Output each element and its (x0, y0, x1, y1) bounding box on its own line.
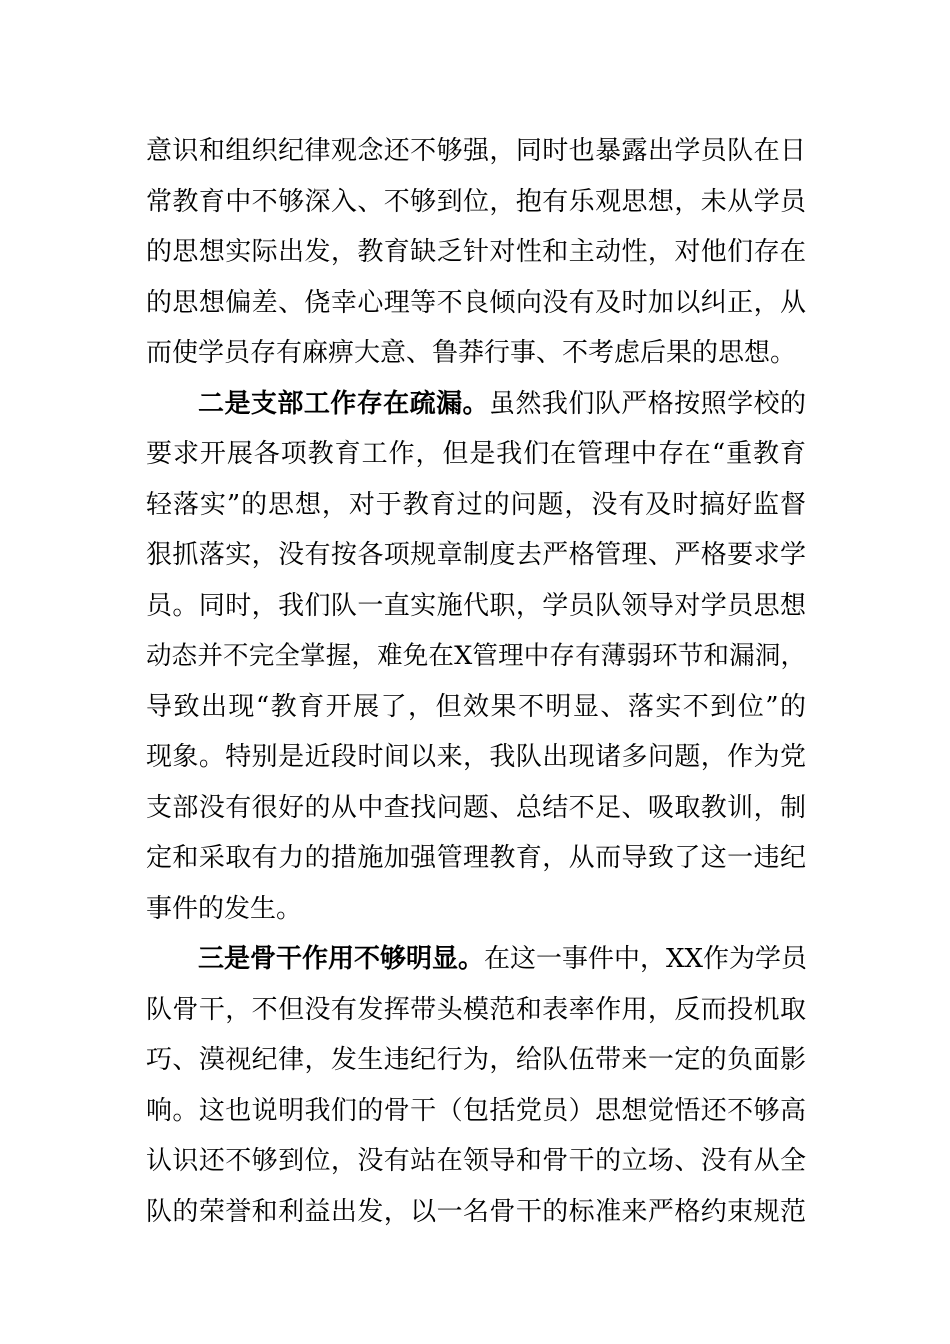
text-line: 现象。特别是近段时间以来，我队出现诸多问题，作为党 (146, 742, 806, 772)
text-line: 轻落实”的思想，对于教育过的问题，没有及时搞好监督 (146, 489, 806, 520)
text-span: 在这一事件中，XX作为学员 (484, 944, 808, 974)
paragraph-1 (146, 126, 806, 379)
text-line: 的思想偏差、侥幸心理等不良倾向没有及时加以纠正，从 (146, 287, 806, 318)
text-line: 支部没有很好的从中查找问题、总结不足、吸取教训，制 (146, 792, 806, 823)
paragraph-3 (146, 934, 806, 1237)
text-line: 狠抓落实，没有按各项规章制度去严格管理、严格要求学 (146, 540, 806, 570)
text-line: 常教育中不够深入、不够到位，抱有乐观思想，未从学员 (146, 186, 806, 217)
text-line: 而使学员存有麻痹大意、鲁莽行事、不考虑后果的思想。 (146, 338, 797, 368)
text-line (146, 934, 806, 985)
text-line: 员。同时，我们队一直实施代职，学员队领导对学员思想 (146, 590, 806, 621)
text-line: 事件的发生。 (146, 893, 303, 924)
text-line: 动态并不完全掌握，难免在X管理中存有薄弱环节和漏洞， (146, 641, 806, 671)
text-line: 认识还不够到位，没有站在领导和骨干的立场、没有从全 (146, 1146, 806, 1176)
text-line: 要求开展各项教育工作，但是我们在管理中存在“重教育 (146, 439, 806, 469)
text-line: 定和采取有力的措施加强管理教育，从而导致了这一违纪 (146, 843, 806, 873)
paragraph-heading: 三是骨干作用不够明显。 (198, 944, 485, 974)
text-span: 虽然我们队严格按照学校的 (489, 388, 806, 419)
paragraph-2 (146, 379, 806, 935)
text-line: 巧、漠视纪律，发生违纪行为，给队伍带来一定的负面影 (146, 1045, 806, 1075)
document-page (146, 126, 806, 1237)
text-line: 导致出现“教育开展了，但效果不明显、落实不到位”的 (146, 691, 806, 722)
text-line: 队骨干，不但没有发挥带头模范和表率作用，反而投机取 (146, 994, 806, 1025)
text-line: 队的荣誉和利益出发，以一名骨干的标准来严格约束规范 (146, 1196, 806, 1227)
text-line: 意识和组织纪律观念还不够强，同时也暴露出学员队在日 (146, 136, 806, 166)
text-line: 响。这也说明我们的骨干（包括党员）思想觉悟还不够高 (146, 1095, 806, 1126)
text-line (146, 379, 806, 430)
text-line: 的思想实际出发，教育缺乏针对性和主动性，对他们存在 (146, 237, 806, 267)
paragraph-heading: 二是支部工作存在疏漏。 (198, 388, 489, 419)
